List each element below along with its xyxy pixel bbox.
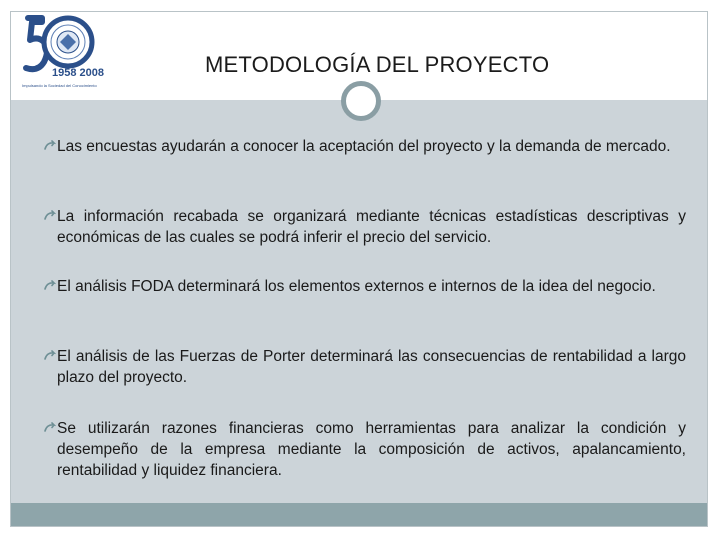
- curved-arrow-bullet-icon: [44, 422, 56, 434]
- bullet-text: El análisis FODA determinará los elementos externos e internos de la idea del negocio.: [57, 278, 656, 295]
- slide-title: METODOLOGÍA DEL PROYECTO: [205, 52, 550, 77]
- bullet-text: Las encuestas ayudarán a conocer la aceptación del proyecto y la demanda de mercado.: [57, 138, 671, 155]
- curved-arrow-bullet-icon: [44, 280, 56, 292]
- logo-caption: Impulsando la Sociedad del Conocimiento: [22, 83, 97, 88]
- footer-band: [11, 503, 707, 526]
- bullet-item: [46, 276, 686, 297]
- curved-arrow-bullet-icon: [44, 140, 56, 152]
- bullet-item: [46, 418, 686, 481]
- logo-year: 1958 2008: [52, 67, 104, 79]
- espol-50-years-logo: [8, 10, 113, 90]
- bullet-text: Se utilizarán razones financieras como herramientas para analizar la condición y desempeño de la empresa mediante la composición de activos, apalancamiento, rentabilidad y liquidez financiera.: [57, 420, 686, 479]
- bullet-text: La información recabada se organizará mediante técnicas estadísticas descriptivas y económicas de las cuales se podrá inferir el precio del servicio.: [57, 208, 686, 246]
- bullet-item: [46, 136, 686, 157]
- bullet-item: [46, 346, 686, 388]
- ring-divider-icon: [341, 81, 381, 121]
- bullet-item: [46, 206, 686, 248]
- curved-arrow-bullet-icon: [44, 350, 56, 362]
- curved-arrow-bullet-icon: [44, 210, 56, 222]
- bullet-text: El análisis de las Fuerzas de Porter determinará las consecuencias de rentabilidad a largo plazo del proyecto.: [57, 348, 686, 386]
